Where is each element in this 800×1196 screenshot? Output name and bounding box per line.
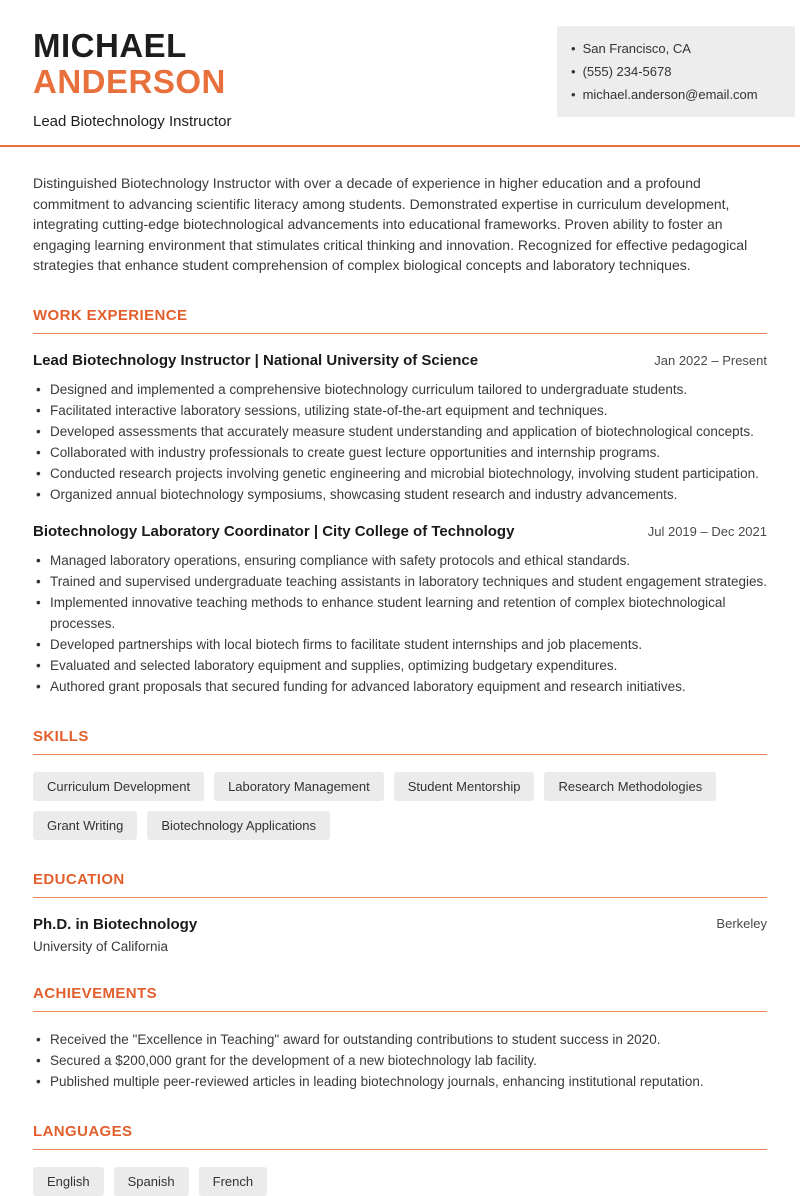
job-title-company: Biotechnology Laboratory Coordinator | City College of Technology: [33, 522, 515, 540]
job-bullet: • Collaborated with industry professionals to create guest lecture opportunities and internship programs.: [33, 442, 767, 463]
summary-paragraph: Distinguished Biotechnology Instructor with over a decade of experience in higher education and a profound commitment to advancing scientific literacy among students. Demonstrated expertise in curriculum development, integrating cutting-edge biotechnological advancements into educational frameworks. Proven ability to foster an engaging learning environment that stimulates critical thinking and innovation. Recognized for effective pedagogical strategies that enhance student comprehension of complex biological concepts and laboratory techniques.: [33, 175, 748, 274]
job-bullet: • Facilitated interactive laboratory sessions, utilizing state-of-the-art equipment and techniques.: [33, 400, 767, 421]
job-entry: [33, 352, 767, 505]
job-entry: [33, 523, 767, 697]
job-dates: Jul 2019 – Dec 2021: [647, 523, 767, 539]
skill-chip: Research Methodologies: [544, 772, 716, 801]
section-education: [33, 871, 767, 954]
section-skills: [33, 728, 767, 840]
achievements-bullet-list: [33, 1029, 767, 1092]
job-bullet: • Organized annual biotechnology symposiums, showcasing student research and industry advancements.: [33, 484, 767, 505]
job-title-company: Lead Biotechnology Instructor | National University of Science: [33, 351, 479, 369]
contact-location: [571, 37, 781, 60]
job-bullet: • Evaluated and selected laboratory equipment and supplies, optimizing budgetary expenditures.: [33, 655, 767, 676]
job-bullet: • Managed laboratory operations, ensuring compliance with safety protocols and ethical standards.: [33, 550, 767, 571]
resume-content: [0, 173, 800, 1196]
header-divider: [0, 145, 800, 147]
skill-chip: Student Mentorship: [394, 772, 535, 801]
achievement-bullet: • Secured a $200,000 grant for the development of a new biotechnology lab facility.: [33, 1050, 767, 1071]
contact-phone: [571, 60, 781, 83]
skill-chip: Laboratory Management: [214, 772, 384, 801]
education-degree: Ph.D. in Biotechnology: [33, 915, 198, 933]
section-languages: [33, 1123, 767, 1196]
languages-chip-list: [33, 1167, 767, 1196]
achievements-heading: ACHIEVEMENTS: [33, 985, 767, 1012]
contact-email-text: michael.anderson@email.com: [582, 87, 758, 102]
education-school: University of California: [33, 938, 169, 954]
job-bullet: • Designed and implemented a comprehensive biotechnology curriculum tailored to undergraduate students.: [33, 379, 767, 400]
job-bullet: • Trained and supervised undergraduate teaching assistants in laboratory techniques and student engagement strategies.: [33, 571, 767, 592]
bullet-icon: •: [571, 41, 576, 56]
skills-chip-list: [33, 772, 767, 840]
bullet-icon: •: [571, 87, 576, 102]
contact-phone-text: (555) 234-5678: [582, 64, 672, 79]
candidate-name: [33, 28, 231, 99]
skills-heading: SKILLS: [33, 728, 767, 755]
education-location: Berkeley: [716, 915, 767, 931]
job-header: [33, 352, 767, 369]
candidate-first-name: MICHAEL: [33, 27, 187, 64]
languages-heading: LANGUAGES: [33, 1123, 767, 1150]
job-dates: Jan 2022 – Present: [654, 352, 767, 368]
education-left: [33, 916, 197, 954]
skill-chip: Biotechnology Applications: [147, 811, 330, 840]
section-work-experience: [33, 307, 767, 697]
contact-box: [557, 26, 795, 117]
education-entry: [33, 916, 767, 954]
education-heading: EDUCATION: [33, 871, 767, 898]
job-bullet: • Developed assessments that accurately measure student understanding and application of biotechnological concepts.: [33, 421, 767, 442]
achievement-bullet: • Published multiple peer-reviewed articles in leading biotechnology journals, enhancing institutional reputation.: [33, 1071, 767, 1092]
contact-email: [571, 83, 781, 106]
job-bullet: • Implemented innovative teaching methods to enhance student learning and retention of complex biotechnological processes.: [33, 592, 767, 634]
skill-chip: Grant Writing: [33, 811, 137, 840]
job-bullet: • Authored grant proposals that secured funding for advanced laboratory equipment and research initiatives.: [33, 676, 767, 697]
work-experience-heading: WORK EXPERIENCE: [33, 307, 767, 334]
language-chip: English: [33, 1167, 104, 1196]
language-chip: Spanish: [114, 1167, 189, 1196]
achievement-bullet: • Received the "Excellence in Teaching" award for outstanding contributions to student success in 2020.: [33, 1029, 767, 1050]
candidate-last-name: ANDERSON: [33, 62, 226, 100]
job-bullet-list: [33, 550, 767, 697]
skill-chip: Curriculum Development: [33, 772, 204, 801]
job-bullet-list: [33, 379, 767, 505]
bullet-icon: •: [571, 64, 576, 79]
contact-location-text: San Francisco, CA: [582, 41, 691, 56]
job-bullet: • Developed partnerships with local biotech firms to facilitate student internships and job placements.: [33, 634, 767, 655]
job-header: [33, 523, 767, 540]
language-chip: French: [199, 1167, 267, 1196]
job-bullet: • Conducted research projects involving genetic engineering and microbial biotechnology, involving student participation.: [33, 463, 767, 484]
section-achievements: [33, 985, 767, 1092]
resume-header: [0, 0, 800, 130]
candidate-job-title: Lead Biotechnology Instructor: [33, 113, 232, 131]
name-block: [33, 26, 231, 130]
